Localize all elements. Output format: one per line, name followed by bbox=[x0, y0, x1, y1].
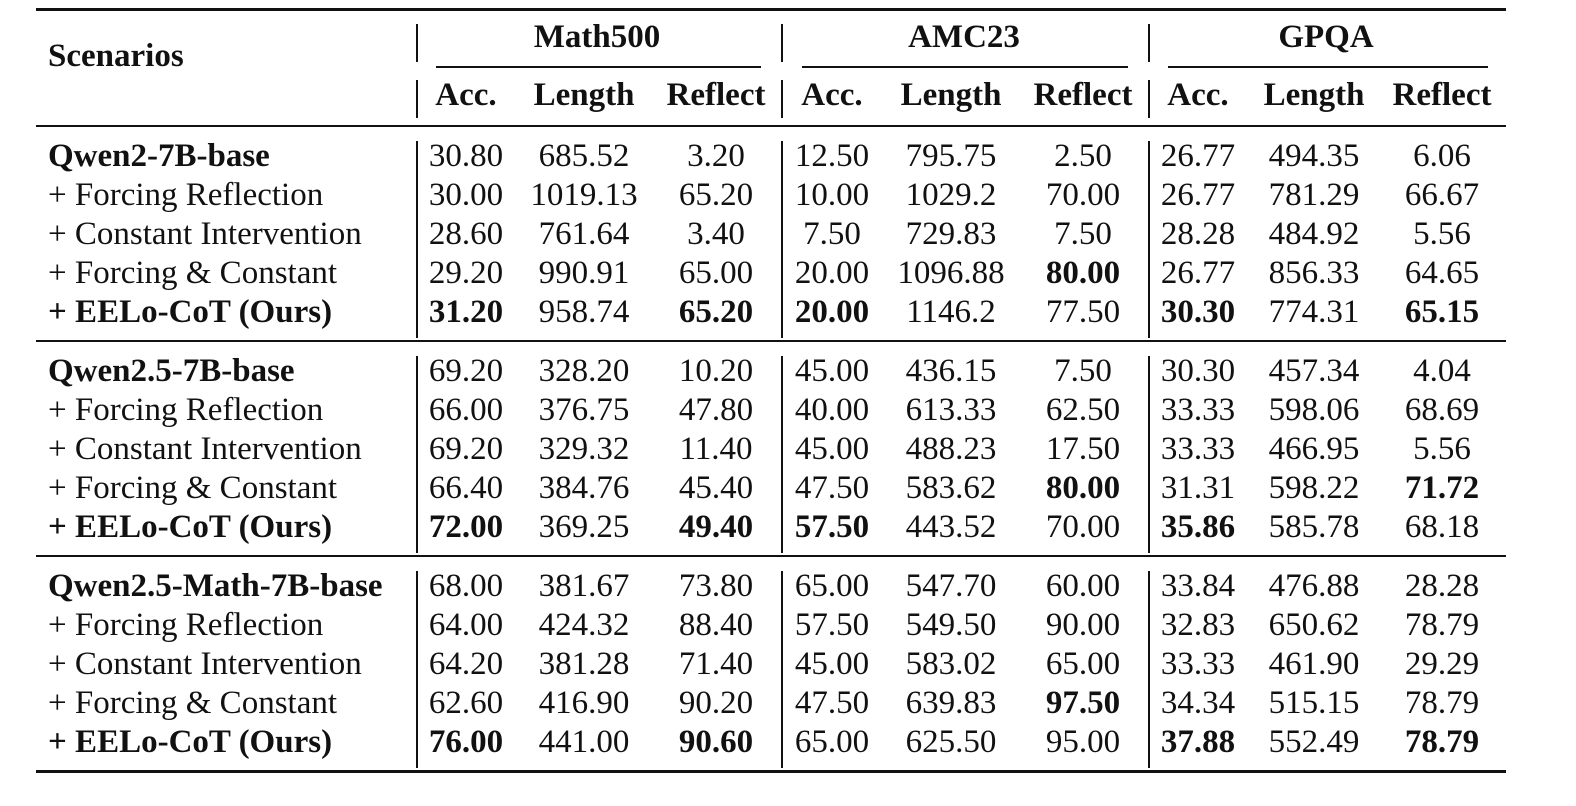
table-cell: 57.50 bbox=[794, 607, 870, 643]
table-cell: 552.49 bbox=[1268, 724, 1360, 760]
table-cell: 90.60 bbox=[678, 724, 754, 760]
table-cell: 65.20 bbox=[678, 177, 754, 213]
table-cell: 549.50 bbox=[905, 607, 997, 643]
table-cell: 12.50 bbox=[794, 138, 870, 174]
table-cell: 441.00 bbox=[538, 724, 630, 760]
table-cell: 761.64 bbox=[538, 216, 630, 252]
table-cell: 45.00 bbox=[794, 353, 870, 389]
table-cell: 494.35 bbox=[1268, 138, 1360, 174]
horizontal-rule bbox=[36, 555, 1506, 557]
table-cell: 729.83 bbox=[905, 216, 997, 252]
table-cell: 416.90 bbox=[538, 685, 630, 721]
table-cell: 66.40 bbox=[428, 470, 504, 506]
table-cell: 11.40 bbox=[679, 431, 753, 467]
row-label: + Constant Intervention bbox=[48, 431, 362, 467]
table-cell: 795.75 bbox=[905, 138, 997, 174]
table-cell: 613.33 bbox=[905, 392, 997, 428]
table-cell: 64.00 bbox=[428, 607, 504, 643]
table-cell: 476.88 bbox=[1268, 568, 1360, 604]
table-cell: 774.31 bbox=[1268, 294, 1360, 330]
table-cell: 90.20 bbox=[678, 685, 754, 721]
horizontal-rule bbox=[36, 770, 1506, 773]
row-label: + EELo-CoT (Ours) bbox=[48, 509, 333, 545]
table-cell: 68.00 bbox=[428, 568, 504, 604]
table-cell: 488.23 bbox=[905, 431, 997, 467]
table-cell: 625.50 bbox=[905, 724, 997, 760]
table-cell: 45.00 bbox=[794, 431, 870, 467]
horizontal-rule bbox=[36, 8, 1506, 11]
table-cell: 10.00 bbox=[794, 177, 870, 213]
row-label: + Constant Intervention bbox=[48, 216, 362, 252]
table-cell: 65.00 bbox=[678, 255, 754, 291]
table-cell: 1096.88 bbox=[897, 255, 1005, 291]
horizontal-rule bbox=[802, 66, 1128, 68]
metric-header: Reflect bbox=[666, 77, 766, 113]
table-cell: 3.40 bbox=[687, 216, 745, 252]
table-cell: 40.00 bbox=[794, 392, 870, 428]
row-label: Qwen2.5-Math-7B-base bbox=[48, 568, 383, 604]
table-cell: 80.00 bbox=[1045, 470, 1121, 506]
table-cell: 639.83 bbox=[905, 685, 997, 721]
metric-header: Acc. bbox=[801, 77, 863, 113]
table-cell: 60.00 bbox=[1045, 568, 1121, 604]
table-cell: 65.00 bbox=[794, 568, 870, 604]
table-cell: 30.30 bbox=[1160, 353, 1236, 389]
table-cell: 3.20 bbox=[687, 138, 745, 174]
table-cell: 47.80 bbox=[678, 392, 754, 428]
table-cell: 2.50 bbox=[1054, 138, 1112, 174]
table-cell: 78.79 bbox=[1404, 685, 1480, 721]
row-label: + Forcing Reflection bbox=[48, 607, 324, 643]
dataset-header: AMC23 bbox=[908, 19, 1020, 55]
table-cell: 30.00 bbox=[428, 177, 504, 213]
dataset-header: GPQA bbox=[1278, 19, 1374, 55]
row-label: + Forcing Reflection bbox=[48, 177, 324, 213]
table-cell: 381.67 bbox=[538, 568, 630, 604]
table-cell: 1029.2 bbox=[905, 177, 997, 213]
table-cell: 28.28 bbox=[1160, 216, 1236, 252]
table-cell: 37.88 bbox=[1160, 724, 1236, 760]
table-cell: 28.28 bbox=[1404, 568, 1480, 604]
table-cell: 31.20 bbox=[428, 294, 504, 330]
table-cell: 436.15 bbox=[905, 353, 997, 389]
horizontal-rule bbox=[36, 340, 1506, 342]
table-cell: 33.33 bbox=[1160, 392, 1236, 428]
row-label: + Forcing & Constant bbox=[48, 470, 338, 506]
table-cell: 28.60 bbox=[428, 216, 504, 252]
table-cell: 990.91 bbox=[538, 255, 630, 291]
metric-header: Reflect bbox=[1033, 77, 1133, 113]
table-cell: 62.60 bbox=[428, 685, 504, 721]
row-label: Qwen2.5-7B-base bbox=[48, 353, 295, 389]
table-cell: 47.50 bbox=[794, 685, 870, 721]
vertical-rule bbox=[781, 24, 783, 62]
table-cell: 33.84 bbox=[1160, 568, 1236, 604]
table-cell: 598.22 bbox=[1268, 470, 1360, 506]
table-cell: 650.62 bbox=[1268, 607, 1360, 643]
table-cell: 65.00 bbox=[1045, 646, 1121, 682]
horizontal-rule bbox=[36, 125, 1506, 127]
table-cell: 7.50 bbox=[803, 216, 861, 252]
row-label: + EELo-CoT (Ours) bbox=[48, 724, 333, 760]
table-cell: 49.40 bbox=[678, 509, 754, 545]
table-cell: 685.52 bbox=[538, 138, 630, 174]
table-cell: 583.62 bbox=[905, 470, 997, 506]
table-cell: 26.77 bbox=[1160, 177, 1236, 213]
table-cell: 547.70 bbox=[905, 568, 997, 604]
horizontal-rule bbox=[1168, 66, 1488, 68]
table-cell: 64.20 bbox=[428, 646, 504, 682]
table-cell: 29.20 bbox=[428, 255, 504, 291]
table-cell: 90.00 bbox=[1045, 607, 1121, 643]
table-cell: 26.77 bbox=[1160, 138, 1236, 174]
table-cell: 29.29 bbox=[1404, 646, 1480, 682]
metric-header: Length bbox=[533, 77, 635, 113]
table-cell: 70.00 bbox=[1045, 177, 1121, 213]
table-cell: 45.00 bbox=[794, 646, 870, 682]
table-cell: 33.33 bbox=[1160, 646, 1236, 682]
table-cell: 583.02 bbox=[905, 646, 997, 682]
table-cell: 384.76 bbox=[538, 470, 630, 506]
table-cell: 31.31 bbox=[1160, 470, 1236, 506]
row-label: + Forcing Reflection bbox=[48, 392, 324, 428]
table-cell: 70.00 bbox=[1045, 509, 1121, 545]
table-cell: 1146.2 bbox=[906, 294, 996, 330]
table-cell: 34.34 bbox=[1160, 685, 1236, 721]
table-cell: 73.80 bbox=[678, 568, 754, 604]
table-cell: 17.50 bbox=[1045, 431, 1121, 467]
table-cell: 30.30 bbox=[1160, 294, 1236, 330]
table-cell: 4.04 bbox=[1413, 353, 1471, 389]
table-cell: 66.67 bbox=[1404, 177, 1480, 213]
table-cell: 10.20 bbox=[678, 353, 754, 389]
row-label: + EELo-CoT (Ours) bbox=[48, 294, 333, 330]
table-cell: 62.50 bbox=[1045, 392, 1121, 428]
metric-header: Acc. bbox=[435, 77, 497, 113]
table-cell: 69.20 bbox=[428, 431, 504, 467]
table-cell: 484.92 bbox=[1268, 216, 1360, 252]
row-label: + Forcing & Constant bbox=[48, 685, 338, 721]
table-cell: 66.00 bbox=[428, 392, 504, 428]
table-cell: 381.28 bbox=[538, 646, 630, 682]
table-cell: 6.06 bbox=[1413, 138, 1471, 174]
table-cell: 64.65 bbox=[1404, 255, 1480, 291]
table-cell: 369.25 bbox=[538, 509, 630, 545]
table-cell: 65.15 bbox=[1404, 294, 1480, 330]
table-cell: 5.56 bbox=[1413, 216, 1471, 252]
scenarios-header: Scenarios bbox=[48, 38, 184, 74]
table-cell: 68.69 bbox=[1404, 392, 1480, 428]
table-cell: 78.79 bbox=[1404, 607, 1480, 643]
table-cell: 57.50 bbox=[794, 509, 870, 545]
table-cell: 515.15 bbox=[1268, 685, 1360, 721]
table-cell: 77.50 bbox=[1045, 294, 1121, 330]
table-cell: 20.00 bbox=[794, 294, 870, 330]
metric-header: Length bbox=[900, 77, 1002, 113]
table-cell: 35.86 bbox=[1160, 509, 1236, 545]
table-cell: 443.52 bbox=[905, 509, 997, 545]
table-cell: 69.20 bbox=[428, 353, 504, 389]
table-cell: 72.00 bbox=[428, 509, 504, 545]
table-cell: 78.79 bbox=[1404, 724, 1480, 760]
table-cell: 33.33 bbox=[1160, 431, 1236, 467]
vertical-rule bbox=[416, 24, 418, 62]
table-cell: 461.90 bbox=[1268, 646, 1360, 682]
horizontal-rule bbox=[436, 66, 761, 68]
table-cell: 856.33 bbox=[1268, 255, 1360, 291]
metric-header: Reflect bbox=[1392, 77, 1492, 113]
table-cell: 376.75 bbox=[538, 392, 630, 428]
vertical-rule bbox=[1148, 24, 1150, 62]
table-cell: 1019.13 bbox=[530, 177, 638, 213]
table-cell: 76.00 bbox=[428, 724, 504, 760]
table-cell: 32.83 bbox=[1160, 607, 1236, 643]
table-cell: 466.95 bbox=[1268, 431, 1360, 467]
table-cell: 328.20 bbox=[538, 353, 630, 389]
dataset-header: Math500 bbox=[533, 19, 661, 55]
table-cell: 424.32 bbox=[538, 607, 630, 643]
table-cell: 329.32 bbox=[538, 431, 630, 467]
table-cell: 585.78 bbox=[1268, 509, 1360, 545]
table-cell: 71.72 bbox=[1404, 470, 1480, 506]
table-cell: 47.50 bbox=[794, 470, 870, 506]
table-cell: 95.00 bbox=[1045, 724, 1121, 760]
table-cell: 68.18 bbox=[1404, 509, 1480, 545]
row-label: Qwen2-7B-base bbox=[48, 138, 270, 174]
table-cell: 26.77 bbox=[1160, 255, 1236, 291]
table-cell: 97.50 bbox=[1045, 685, 1121, 721]
table-cell: 781.29 bbox=[1268, 177, 1360, 213]
table-cell: 45.40 bbox=[678, 470, 754, 506]
table-cell: 88.40 bbox=[678, 607, 754, 643]
table-cell: 7.50 bbox=[1054, 353, 1112, 389]
row-label: + Forcing & Constant bbox=[48, 255, 338, 291]
table-cell: 65.20 bbox=[678, 294, 754, 330]
table-cell: 71.40 bbox=[678, 646, 754, 682]
table-cell: 30.80 bbox=[428, 138, 504, 174]
row-label: + Constant Intervention bbox=[48, 646, 362, 682]
table-cell: 7.50 bbox=[1054, 216, 1112, 252]
table-cell: 598.06 bbox=[1268, 392, 1360, 428]
metric-header: Length bbox=[1263, 77, 1365, 113]
table-cell: 80.00 bbox=[1045, 255, 1121, 291]
metric-header: Acc. bbox=[1167, 77, 1229, 113]
table-cell: 65.00 bbox=[794, 724, 870, 760]
table-cell: 20.00 bbox=[794, 255, 870, 291]
table-cell: 5.56 bbox=[1413, 431, 1471, 467]
table-cell: 958.74 bbox=[538, 294, 630, 330]
table-cell: 457.34 bbox=[1268, 353, 1360, 389]
